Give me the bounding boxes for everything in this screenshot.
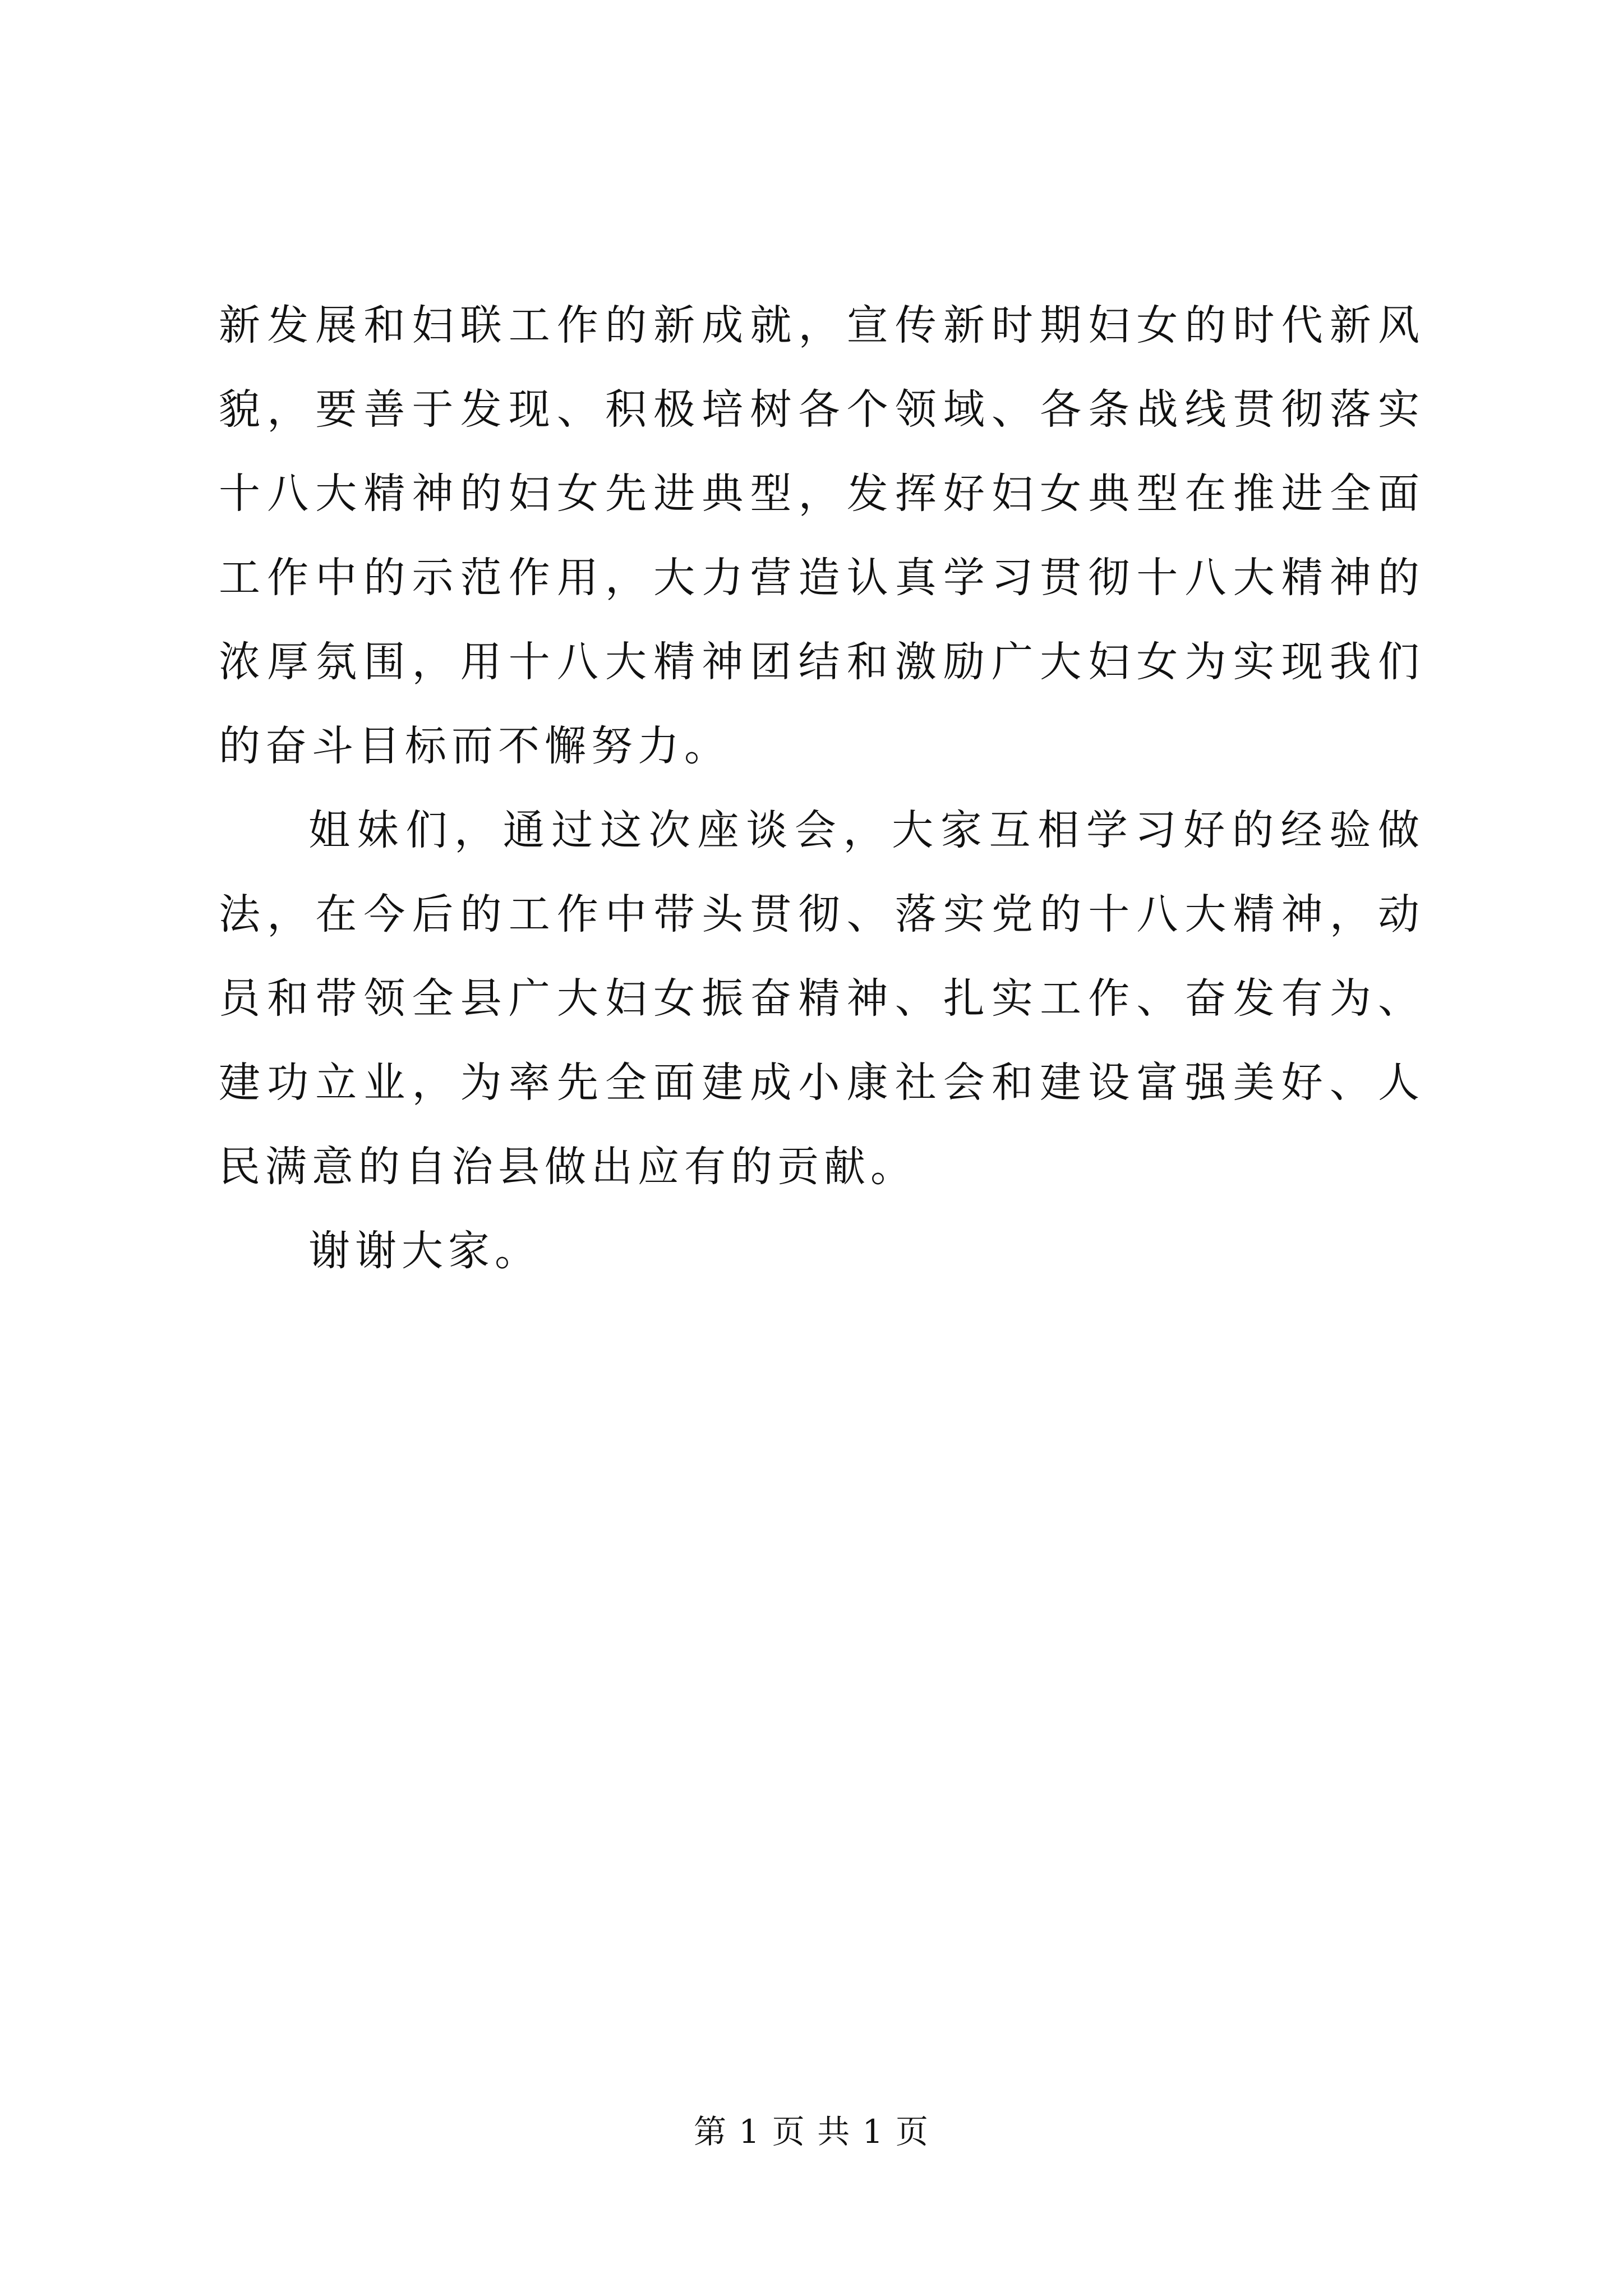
page-footer: 第 1 页 共 1 页 (694, 2113, 929, 2151)
paragraph-continued: 新发展和妇联工作的新成就，宣传新时期妇女的时代新风貌，要善于发现、积极培树各个领域、各条战线贯彻落实十八大精神的妇女先进典型，发挥好妇女典型在推进全面工作中的示范作用，大力营造认真学习贯彻十八大精神的浓厚氛围，用十八大精神团结和激励广大妇女为实现我们的奋斗目标而不懈努力。 (219, 301, 1424, 770)
document-body (219, 283, 1424, 1293)
paragraph-thanks: 谢谢大家。 (308, 1227, 541, 1275)
paragraph-sisters: 姐妹们，通过这次座谈会，大家互相学习好的经验做法，在今后的工作中带头贯彻、落实党的十八大精神，动员和带领全县广大妇女振奋精神、扎实工作、奋发有为、建功立业，为率先全面建成小康社会和建设富强美好、人民满意的自治县做出应有的贡献。 (219, 806, 1424, 1191)
